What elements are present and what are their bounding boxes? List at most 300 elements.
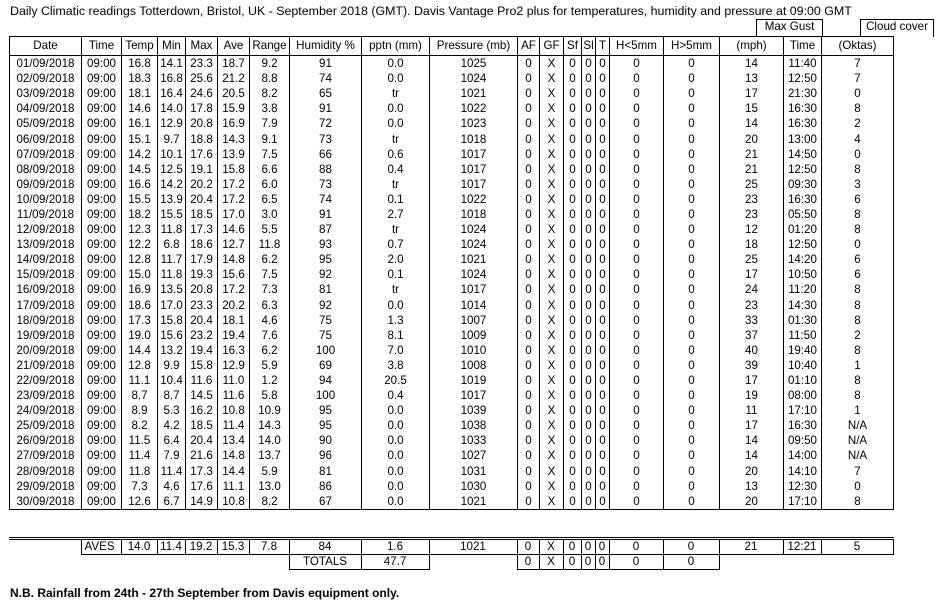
aves-humidity: 84	[289, 539, 361, 555]
cell-time: 09:00	[82, 418, 122, 433]
cell-humidity: 88	[290, 162, 362, 177]
cell-pptn: 0.7	[362, 237, 430, 252]
table-row	[10, 162, 894, 177]
cell-date: 18/09/2018	[10, 313, 82, 328]
cell-ave: 21.2	[218, 71, 250, 86]
cell-range: 3.0	[250, 207, 290, 222]
cell-date: 07/09/2018	[10, 147, 82, 162]
cell-temp: 14.2	[122, 147, 158, 162]
cell-af: 0	[518, 328, 540, 343]
cell-range: 6.5	[250, 192, 290, 207]
cell-humidity: 69	[290, 358, 362, 373]
cell-t: 0	[596, 177, 610, 192]
cell-range: 6.2	[250, 343, 290, 358]
climate-table	[9, 36, 894, 510]
cell-h-lt-5mm: 0	[610, 373, 664, 388]
cell-af: 0	[518, 298, 540, 313]
cell-humidity: 91	[290, 101, 362, 116]
cell-sf: 0	[564, 147, 582, 162]
cell-pressure: 1017	[430, 177, 518, 192]
totals-empty-cell	[121, 555, 157, 570]
cell-h-gt-5mm: 0	[664, 162, 720, 177]
cell-max: 19.1	[186, 162, 218, 177]
totals-t: 0	[595, 555, 609, 570]
cell-sf: 0	[564, 328, 582, 343]
cell-date: 26/09/2018	[10, 433, 82, 448]
cell-max: 20.4	[186, 433, 218, 448]
cell-time: 09:00	[82, 388, 122, 403]
cell-af: 0	[518, 403, 540, 418]
cell-af: 0	[518, 313, 540, 328]
cell-ave: 14.8	[218, 448, 250, 463]
header-gust-time: Time	[784, 37, 822, 56]
cell-pptn: 0.6	[362, 147, 430, 162]
cell-humidity: 66	[290, 147, 362, 162]
cell-t: 0	[596, 448, 610, 463]
cell-af: 0	[518, 433, 540, 448]
cell-pressure: 1014	[430, 298, 518, 313]
cell-ave: 12.7	[218, 237, 250, 252]
totals-empty-cell	[719, 555, 783, 570]
cell-time: 09:00	[82, 237, 122, 252]
cell-gust-mph: 17	[720, 267, 784, 282]
cell-sf: 0	[564, 192, 582, 207]
cell-max: 23.3	[186, 298, 218, 313]
cell-date: 23/09/2018	[10, 388, 82, 403]
cell-min: 10.1	[158, 147, 186, 162]
totals-empty-cell	[81, 555, 121, 570]
cell-h-lt-5mm: 0	[610, 71, 664, 86]
cell-gust-time: 01:20	[784, 222, 822, 237]
cell-gf: X	[540, 494, 564, 510]
cell-pressure: 1010	[430, 343, 518, 358]
max-gust-header	[756, 19, 823, 37]
totals-empty-cell	[821, 555, 893, 570]
cell-pptn: 0.0	[362, 433, 430, 448]
cell-date: 03/09/2018	[10, 86, 82, 101]
cell-gust-time: 17:10	[784, 403, 822, 418]
aves-h-lt-5mm: 0	[609, 539, 663, 555]
cell-humidity: 91	[290, 56, 362, 72]
cell-h-lt-5mm: 0	[610, 86, 664, 101]
table-row	[10, 237, 894, 252]
cell-gust-mph: 14	[720, 56, 784, 72]
aves-sl: 0	[581, 539, 595, 555]
cell-date: 09/09/2018	[10, 177, 82, 192]
totals-empty-cell	[249, 555, 289, 570]
cell-af: 0	[518, 252, 540, 267]
cell-max: 18.5	[186, 207, 218, 222]
header-pptn: pptn (mm)	[362, 37, 430, 56]
totals-empty-cell	[185, 555, 217, 570]
cell-h-lt-5mm: 0	[610, 479, 664, 494]
cell-h-lt-5mm: 0	[610, 116, 664, 131]
cell-gf: X	[540, 403, 564, 418]
cell-max: 20.2	[186, 177, 218, 192]
cell-temp: 16.8	[122, 56, 158, 72]
header-min: Min	[158, 37, 186, 56]
cell-sf: 0	[564, 267, 582, 282]
cell-af: 0	[518, 162, 540, 177]
cell-time: 09:00	[82, 207, 122, 222]
cell-humidity: 95	[290, 403, 362, 418]
cell-h-gt-5mm: 0	[664, 71, 720, 86]
cell-humidity: 73	[290, 131, 362, 146]
cell-h-gt-5mm: 0	[664, 192, 720, 207]
cell-pressure: 1038	[430, 418, 518, 433]
rainfall-note: N.B. Rainfall from 24th - 27th September from Davis equipment only.	[10, 586, 400, 600]
cell-af: 0	[518, 267, 540, 282]
cell-time: 09:00	[82, 313, 122, 328]
totals-empty-cell	[217, 555, 249, 570]
cell-gust-time: 05:50	[784, 207, 822, 222]
cell-sl: 0	[582, 373, 596, 388]
cell-af: 0	[518, 479, 540, 494]
cell-af: 0	[518, 222, 540, 237]
cell-gust-mph: 39	[720, 358, 784, 373]
cell-gust-time: 11:20	[784, 282, 822, 297]
cell-min: 9.9	[158, 358, 186, 373]
cell-pptn: 2.7	[362, 207, 430, 222]
cell-min: 9.7	[158, 131, 186, 146]
cell-sl: 0	[582, 343, 596, 358]
cell-pressure: 1025	[430, 56, 518, 72]
cell-cloud-oktas: 8	[822, 313, 894, 328]
cell-pptn: 0.0	[362, 116, 430, 131]
cell-sf: 0	[564, 388, 582, 403]
cell-h-gt-5mm: 0	[664, 222, 720, 237]
table-row	[10, 328, 894, 343]
cell-range: 7.6	[250, 328, 290, 343]
cell-sl: 0	[582, 313, 596, 328]
cell-h-gt-5mm: 0	[664, 298, 720, 313]
cell-sl: 0	[582, 86, 596, 101]
cell-date: 30/09/2018	[10, 494, 82, 510]
cell-gust-mph: 21	[720, 147, 784, 162]
table-row	[10, 358, 894, 373]
cell-gust-mph: 17	[720, 373, 784, 388]
cell-gust-time: 09:50	[784, 433, 822, 448]
cell-sf: 0	[564, 373, 582, 388]
cell-min: 11.7	[158, 252, 186, 267]
totals-value: 47.7	[361, 555, 429, 570]
cell-pressure: 1033	[430, 433, 518, 448]
cell-t: 0	[596, 267, 610, 282]
cell-temp: 19.0	[122, 328, 158, 343]
cell-t: 0	[596, 207, 610, 222]
aves-cloud-oktas: 5	[821, 539, 893, 555]
cell-time: 09:00	[82, 373, 122, 388]
cell-af: 0	[518, 282, 540, 297]
cell-t: 0	[596, 479, 610, 494]
cell-humidity: 72	[290, 116, 362, 131]
cell-temp: 8.2	[122, 418, 158, 433]
cell-t: 0	[596, 358, 610, 373]
cell-gf: X	[540, 433, 564, 448]
cell-sf: 0	[564, 494, 582, 510]
cell-max: 20.4	[186, 192, 218, 207]
cell-h-lt-5mm: 0	[610, 237, 664, 252]
cell-pptn: 20.5	[362, 373, 430, 388]
cell-min: 13.9	[158, 192, 186, 207]
cell-temp: 16.9	[122, 282, 158, 297]
cell-ave: 14.4	[218, 464, 250, 479]
cell-pressure: 1007	[430, 313, 518, 328]
table-row	[10, 448, 894, 463]
cell-min: 11.8	[158, 267, 186, 282]
cell-humidity: 90	[290, 433, 362, 448]
cell-ave: 11.1	[218, 479, 250, 494]
header-sl: Sl	[582, 37, 596, 56]
cell-cloud-oktas: 6	[822, 252, 894, 267]
cell-max: 24.6	[186, 86, 218, 101]
cell-gf: X	[540, 162, 564, 177]
cell-gust-time: 16:30	[784, 418, 822, 433]
cell-pressure: 1021	[430, 252, 518, 267]
cell-date: 02/09/2018	[10, 71, 82, 86]
cell-pressure: 1017	[430, 162, 518, 177]
aves-h-gt-5mm: 0	[663, 539, 719, 555]
cloud-cover-label: Cloud cover	[866, 20, 928, 33]
cell-gf: X	[540, 479, 564, 494]
cell-temp: 14.6	[122, 101, 158, 116]
cell-gust-mph: 15	[720, 101, 784, 116]
cell-temp: 12.2	[122, 237, 158, 252]
table-row	[10, 222, 894, 237]
cell-gust-time: 16:30	[784, 101, 822, 116]
cell-date: 28/09/2018	[10, 464, 82, 479]
cell-sf: 0	[564, 56, 582, 72]
cell-date: 19/09/2018	[10, 328, 82, 343]
cell-ave: 16.3	[218, 343, 250, 358]
cell-temp: 14.4	[122, 343, 158, 358]
cell-af: 0	[518, 418, 540, 433]
cell-t: 0	[596, 192, 610, 207]
cell-max: 17.6	[186, 147, 218, 162]
cell-h-gt-5mm: 0	[664, 343, 720, 358]
cell-range: 11.8	[250, 237, 290, 252]
cell-pressure: 1008	[430, 358, 518, 373]
cell-sl: 0	[582, 162, 596, 177]
cell-temp: 15.0	[122, 267, 158, 282]
table-row	[10, 56, 894, 72]
cell-temp: 8.7	[122, 388, 158, 403]
cell-humidity: 92	[290, 298, 362, 313]
cell-cloud-oktas: 8	[822, 222, 894, 237]
cell-gf: X	[540, 86, 564, 101]
cell-pressure: 1009	[430, 328, 518, 343]
cell-af: 0	[518, 358, 540, 373]
cell-date: 20/09/2018	[10, 343, 82, 358]
cell-gust-time: 12:50	[784, 162, 822, 177]
cell-range: 5.9	[250, 464, 290, 479]
cell-gust-mph: 19	[720, 388, 784, 403]
cell-sl: 0	[582, 131, 596, 146]
cell-sl: 0	[582, 479, 596, 494]
cell-cloud-oktas: 3	[822, 177, 894, 192]
cell-h-gt-5mm: 0	[664, 147, 720, 162]
cell-af: 0	[518, 373, 540, 388]
cell-ave: 15.6	[218, 267, 250, 282]
cell-pptn: 2.0	[362, 252, 430, 267]
cell-range: 8.2	[250, 494, 290, 510]
report-title: Daily Climatic readings Totterdown, Bristol, UK - September 2018 (GMT). Davis Vantage Pro2 plus for temperatures, humidity and pressure at 09:00 GMT	[10, 4, 852, 18]
cell-t: 0	[596, 298, 610, 313]
totals-sl: 0	[581, 555, 595, 570]
cell-humidity: 92	[290, 267, 362, 282]
cell-humidity: 95	[290, 252, 362, 267]
cell-sl: 0	[582, 116, 596, 131]
cell-temp: 18.3	[122, 71, 158, 86]
cell-date: 22/09/2018	[10, 373, 82, 388]
cell-range: 14.3	[250, 418, 290, 433]
cell-temp: 12.3	[122, 222, 158, 237]
cell-cloud-oktas: 6	[822, 267, 894, 282]
cell-max: 16.2	[186, 403, 218, 418]
cell-pressure: 1030	[430, 479, 518, 494]
cell-gf: X	[540, 464, 564, 479]
cell-af: 0	[518, 116, 540, 131]
aves-gust-mph: 21	[719, 539, 783, 555]
table-row	[10, 313, 894, 328]
cell-ave: 10.8	[218, 494, 250, 510]
cell-cloud-oktas: 8	[822, 373, 894, 388]
cell-h-gt-5mm: 0	[664, 494, 720, 510]
cell-ave: 17.2	[218, 192, 250, 207]
cell-h-gt-5mm: 0	[664, 403, 720, 418]
cell-sf: 0	[564, 313, 582, 328]
cell-sf: 0	[564, 86, 582, 101]
cell-ave: 15.9	[218, 101, 250, 116]
cell-gf: X	[540, 101, 564, 116]
cell-cloud-oktas: 8	[822, 343, 894, 358]
cell-cloud-oktas: 4	[822, 131, 894, 146]
cell-t: 0	[596, 147, 610, 162]
cell-range: 5.9	[250, 358, 290, 373]
aves-pptn: 1.6	[361, 539, 429, 555]
cell-pressure: 1021	[430, 86, 518, 101]
cell-temp: 12.8	[122, 252, 158, 267]
cell-sf: 0	[564, 101, 582, 116]
cell-gust-mph: 33	[720, 313, 784, 328]
cell-ave: 11.4	[218, 418, 250, 433]
cell-gf: X	[540, 147, 564, 162]
cell-h-gt-5mm: 0	[664, 86, 720, 101]
cell-pressure: 1024	[430, 222, 518, 237]
cell-time: 09:00	[82, 494, 122, 510]
cell-range: 4.6	[250, 313, 290, 328]
cell-time: 09:00	[82, 448, 122, 463]
table-row	[10, 192, 894, 207]
cell-temp: 11.4	[122, 448, 158, 463]
cell-min: 17.0	[158, 298, 186, 313]
cell-min: 12.9	[158, 116, 186, 131]
cell-min: 5.3	[158, 403, 186, 418]
cell-ave: 14.8	[218, 252, 250, 267]
cell-gf: X	[540, 71, 564, 86]
header-h-lt-5mm: H<5mm	[610, 37, 664, 56]
cell-min: 6.4	[158, 433, 186, 448]
cell-h-lt-5mm: 0	[610, 222, 664, 237]
cell-date: 25/09/2018	[10, 418, 82, 433]
table-row	[10, 343, 894, 358]
cell-cloud-oktas: 8	[822, 162, 894, 177]
cell-gf: X	[540, 131, 564, 146]
cell-humidity: 100	[290, 388, 362, 403]
cell-gust-time: 17:10	[784, 494, 822, 510]
cell-sl: 0	[582, 494, 596, 510]
cell-range: 7.5	[250, 267, 290, 282]
cell-time: 09:00	[82, 282, 122, 297]
cell-range: 7.9	[250, 116, 290, 131]
header-time: Time	[82, 37, 122, 56]
table-row	[10, 207, 894, 222]
cell-min: 16.8	[158, 71, 186, 86]
header-h-gt-5mm: H>5mm	[664, 37, 720, 56]
cell-ave: 14.6	[218, 222, 250, 237]
cell-t: 0	[596, 388, 610, 403]
cell-gust-time: 14:10	[784, 464, 822, 479]
cell-sf: 0	[564, 298, 582, 313]
cell-gust-mph: 14	[720, 448, 784, 463]
cell-date: 14/09/2018	[10, 252, 82, 267]
cell-h-lt-5mm: 0	[610, 177, 664, 192]
cell-pptn: tr	[362, 282, 430, 297]
cell-time: 09:00	[82, 177, 122, 192]
cell-humidity: 95	[290, 418, 362, 433]
table-row	[10, 131, 894, 146]
cell-pptn: 3.8	[362, 358, 430, 373]
cell-range: 6.0	[250, 177, 290, 192]
cell-t: 0	[596, 71, 610, 86]
cell-h-lt-5mm: 0	[610, 388, 664, 403]
cell-pptn: 0.0	[362, 56, 430, 72]
cell-humidity: 74	[290, 71, 362, 86]
cell-cloud-oktas: 0	[822, 237, 894, 252]
cell-sl: 0	[582, 101, 596, 116]
cell-max: 17.3	[186, 464, 218, 479]
cell-af: 0	[518, 101, 540, 116]
cell-humidity: 100	[290, 343, 362, 358]
cell-cloud-oktas: 7	[822, 56, 894, 72]
cell-sl: 0	[582, 192, 596, 207]
cell-pptn: 0.4	[362, 388, 430, 403]
cell-ave: 20.2	[218, 298, 250, 313]
cell-ave: 18.1	[218, 313, 250, 328]
cell-sl: 0	[582, 147, 596, 162]
cell-time: 09:00	[82, 222, 122, 237]
cell-h-lt-5mm: 0	[610, 433, 664, 448]
cell-min: 4.6	[158, 479, 186, 494]
cell-t: 0	[596, 328, 610, 343]
cell-pressure: 1018	[430, 207, 518, 222]
cell-pressure: 1024	[430, 71, 518, 86]
cell-sf: 0	[564, 464, 582, 479]
cell-sl: 0	[582, 56, 596, 72]
cell-h-lt-5mm: 0	[610, 252, 664, 267]
cell-af: 0	[518, 71, 540, 86]
cell-pptn: 0.0	[362, 479, 430, 494]
cell-gf: X	[540, 358, 564, 373]
cell-sf: 0	[564, 207, 582, 222]
aves-range: 7.8	[249, 539, 289, 555]
cell-gust-mph: 23	[720, 192, 784, 207]
cell-pptn: 0.1	[362, 192, 430, 207]
cell-humidity: 86	[290, 479, 362, 494]
cell-ave: 18.7	[218, 56, 250, 72]
cell-humidity: 75	[290, 313, 362, 328]
cell-max: 15.8	[186, 358, 218, 373]
